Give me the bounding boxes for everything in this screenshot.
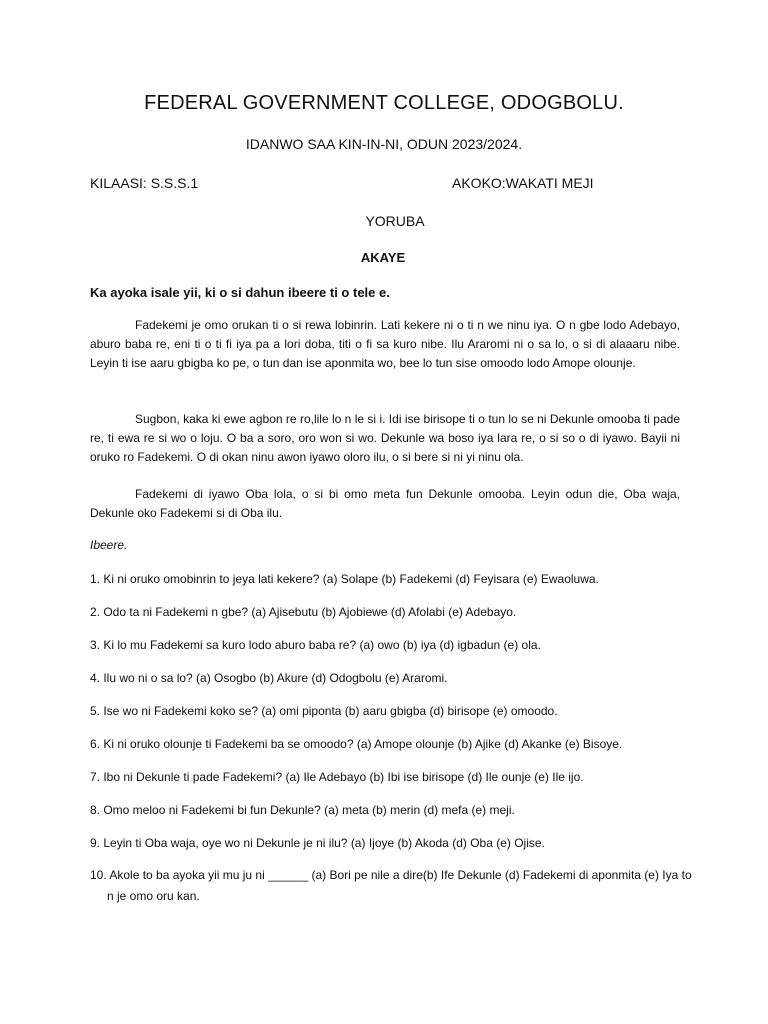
passage-paragraph-3: [90, 485, 680, 523]
question-item: 2. Odo ta ni Fadekemi n gbe? (a) Ajisebutu (b) Ajobiewe (d) Afolabi (e) Adebayo.: [90, 605, 517, 619]
passage-paragraph-2-text: Sugbon, kaka ki ewe agbon re ro,lile lo n le si i. Idi ise birisope ti o tun lo se ni Dekunle omooba ti pade re, ti ewa re si wo o loju. O ba a soro, oro won si wo. Dekunle wa boso iya lara re, o si so o di iyawo. Bayii ni oruko ro Fadekemi. O di okan ninu awon iyawo oloro ilu, o si bere si ni yi ninu ola.: [90, 412, 680, 464]
school-title: FEDERAL GOVERNMENT COLLEGE, ODOGBOLU.: [144, 92, 624, 114]
passage-paragraph-1: [90, 316, 680, 373]
question-item: 8. Omo meloo ni Fadekemi bi fun Dekunle? (a) meta (b) merin (d) mefa (e) meji.: [90, 803, 515, 817]
question-item: 6. Ki ni oruko olounje ti Fadekemi ba se omoodo? (a) Amope olounje (b) Ajike (d) Akanke (e) Bisoye.: [90, 737, 623, 751]
duration-label: AKOKO:WAKATI MEJI: [452, 175, 594, 191]
section-heading: AKAYE: [360, 250, 406, 265]
instruction-text: Ka ayoka isale yii, ki o si dahun ibeere ti o tele e.: [90, 285, 390, 300]
subject-title: YORUBA: [365, 213, 425, 229]
exam-title: IDANWO SAA KIN-IN-NI, ODUN 2023/2024.: [245, 136, 523, 152]
question-item: 10. Akole to ba ayoka yii mu ju ni ______ (a) Bori pe nile a dire(b) Ife Dekunle (d) Fadekemi di aponmita (e) Iya to n je omo oru kan.: [90, 868, 692, 903]
passage-paragraph-1-text: Fadekemi je omo orukan ti o si rewa lobinrin. Lati kekere ni o ti n we ninu iya. O n gbe lodo Adebayo, aburo baba re, eni ti o ti fi iya pa a lori doba, titi o fi sa kuro nibe. Ilu Araromi ni o sa lo, o si di alaaaru nibe. Leyin ti ise aaru gbigba ko pe, o tun dan ise aponmita wo, bee lo tun sise omoodo lodo Amope olounje.: [90, 318, 680, 370]
passage-paragraph-3-text: Fadekemi di iyawo Oba lola, o si bi omo meta fun Dekunle omooba. Leyin odun die, Oba waja, Dekunle oko Fadekemi si di Oba ilu.: [90, 487, 680, 520]
passage-paragraph-2: [90, 410, 680, 467]
question-item: 9. Leyin ti Oba waja, oye wo ni Dekunle je ni ilu? (a) Ijoye (b) Akoda (d) Oba (e) Ojise.: [90, 836, 545, 850]
class-label: KILAASI: S.S.S.1: [90, 175, 199, 191]
question-item: 5. Ise wo ni Fadekemi koko se? (a) omi piponta (b) aaru gbigba (d) birisope (e) omoodo.: [90, 704, 558, 718]
question-item: 3. Ki lo mu Fadekemi sa kuro lodo aburo baba re? (a) owo (b) iya (d) igbadun (e) ola.: [90, 638, 541, 652]
question-item: 1. Ki ni oruko omobinrin to jeya lati kekere? (a) Solape (b) Fadekemi (d) Feyisara (e) Ewaoluwa.: [90, 572, 599, 586]
question-item: 4. Ilu wo ni o sa lo? (a) Osogbo (b) Akure (d) Odogbolu (e) Araromi.: [90, 671, 448, 685]
question-item: 7. Ibo ni Dekunle ti pade Fadekemi? (a) Ile Adebayo (b) Ibi ise birisope (d) Ile ounje (e) Ile ijo.: [90, 770, 584, 784]
questions-heading: Ibeere.: [90, 538, 128, 552]
